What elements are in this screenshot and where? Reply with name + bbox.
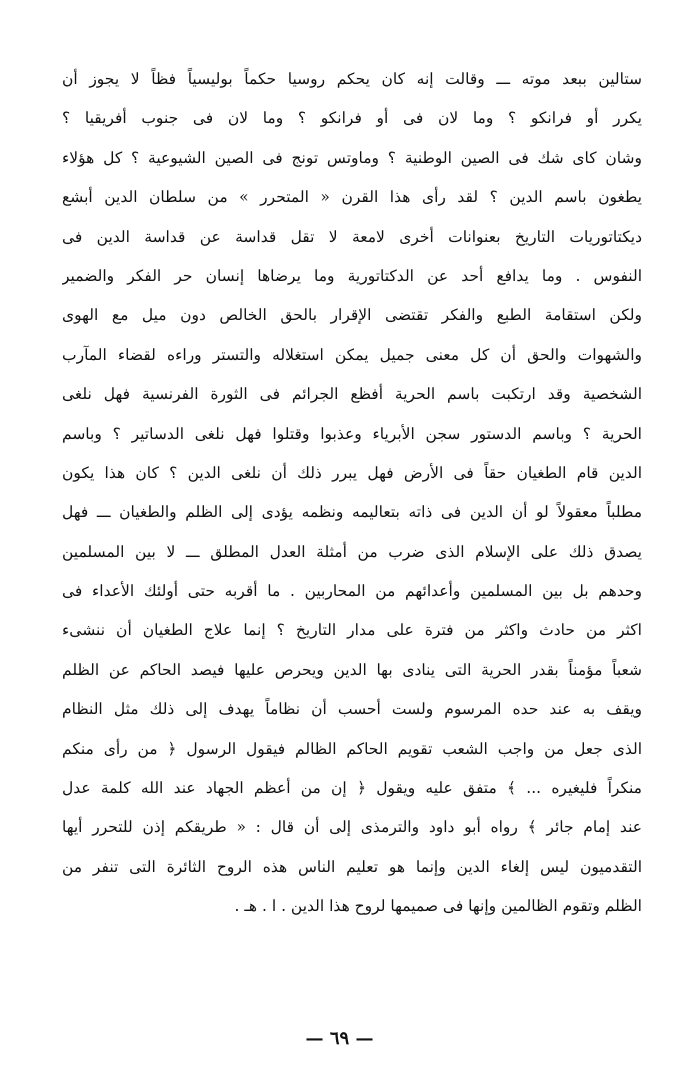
text-line: شعباً مؤمناً بقدر الحرية التى ينادى بها الدين ويحرص عليها فيصد الحاكم عن الظلم — [62, 660, 642, 679]
text-line: والشهوات والحق أن كل معنى جميل يمكن استغلاله والتستر وراءه لقضاء المآرب — [62, 345, 642, 364]
text-line: عند إمام جائر ﴾ رواه أبو داود والترمذى إلى أن قال : « طريقكم إذن للتحرر أيها — [62, 818, 642, 837]
text-line: الذى جعل من واجب الشعب تقويم الحاكم الظالم فيقول الرسول ﴿ من رأى منكم — [62, 739, 642, 758]
text-line: النفوس . وما يدافع أحد عن الدكتاتورية وما يرضاها إنسان حر الفكر والضمير — [62, 266, 642, 285]
text-line: مطلباً معقولاً لو أن الدين فى ذاته بتعاليمه ونظمه يؤدى إلى الظلم والطغيان ـــ فهل — [62, 503, 642, 522]
text-line: ولكن استقامة الطبع والفكر تقتضى الإقرار بالحق الخالص دون ميل مع الهوى — [62, 306, 642, 325]
text-line: التقدميون ليس إلغاء الدين وإنما هو تعليم الناس هذه الروح الثائرة التى تنفر من — [62, 857, 642, 876]
text-line: الظلم وتقوم الظالمين وإنها فى صميمها لروح هذا الدين . ا . هـ . — [234, 897, 642, 916]
text-line: يطغون باسم الدين ؟ لقد رأى هذا القرن « المتحرر » من سلطان الدين أبشع — [62, 188, 642, 207]
text-line: ويقف به عند حده المرسوم ولست أحسب أن نظاماً يهدف إلى ذلك مثل النظام — [62, 700, 642, 719]
text-line: اكثر من حادث واكثر من فترة على مدار التاريخ ؟ إنما علاج الطغيان أن ننشىء — [62, 621, 642, 640]
text-line: يصدق ذلك على الإسلام الذى ضرب من أمثلة العدل المطلق ـــ لا بين المسلمين — [62, 542, 642, 561]
text-line: الحرية ؟ وباسم الدستور سجن الأبرياء وعذبوا وقتلوا فهل نلغى الدساتير ؟ وباسم — [62, 424, 642, 443]
text-line: ستالين ‏ببعد موته ـــ وقالت إنه كان يحكم روسيا حكماً بوليسياً فظاً لا يجوز أن — [62, 70, 642, 88]
text-line: الدين قام الطغيان حقاً فى الأرض فهل يبرر ذلك أن نلغى الدين ؟ كان هذا يكون — [62, 463, 642, 482]
page-number: — ٦٩ — — [305, 1028, 374, 1049]
text-line: وحدهم بل بين المسلمين وأعدائهم من المحاربين . ما أقربه حتى أولئك الأعداء فى — [62, 582, 642, 601]
text-line: الشخصية وقد ارتكبت باسم الحرية أفظع الجرائم فى الثورة الفرنسية فهل نلغى — [62, 385, 642, 404]
text-line: منكراً فليغيره ... ﴾ متفق عليه ويقول ﴿ إن من أعظم الجهاد عند الله كلمة عدل — [62, 779, 642, 798]
text-line: يكرر أو فرانكو ؟ وما لان فى أو فرانكو ؟ وما لان فى جنوب أفريقيا ؟ — [62, 109, 642, 128]
body-text — [62, 60, 642, 927]
text-line: وشان كاى شك فى الصين الوطنية ؟ وماوتس تونج فى الصين الشيوعية ؟ كل هؤلاء — [62, 148, 642, 167]
text-line: ديكتاتوريات التاريخ بعنوانات أخرى لامعة لا تقل قداسة عن قداسة الدين فى — [62, 227, 642, 246]
